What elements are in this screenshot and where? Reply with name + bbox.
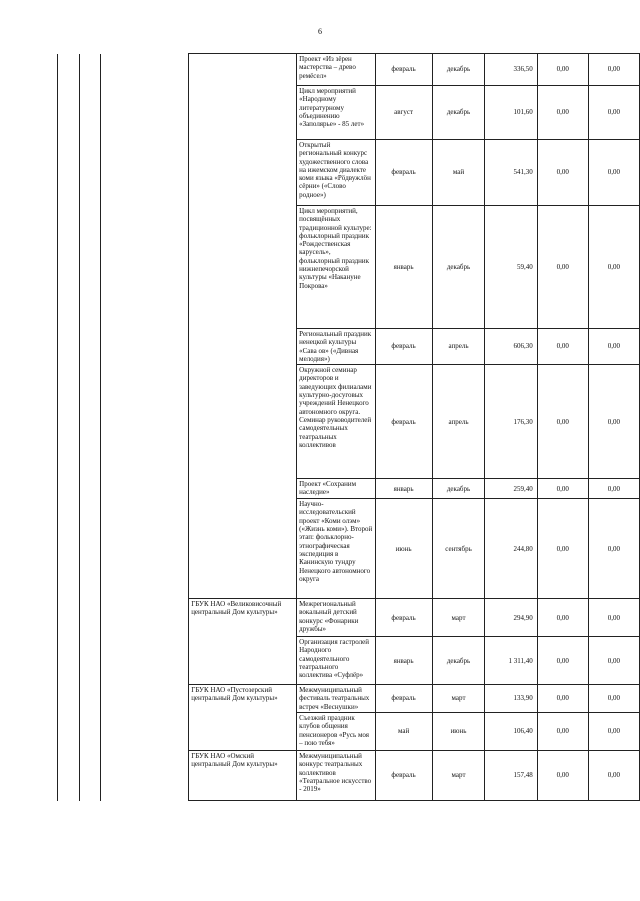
- organization-cell: ГБУК НАО «Великовисочный центральный Дом культуры»: [189, 599, 297, 685]
- start-month-cell: январь: [375, 637, 432, 685]
- organization-cell: ГБУК НАО «Пустозерский центральный Дом культуры»: [189, 685, 297, 751]
- start-month-cell: июнь: [375, 499, 432, 599]
- event-cell: Цикл мероприятий, посвящённых традиционной культуре: фольклорный праздник «Рождественская карусель», фольклорный праздник нижнепечорской культуры «Накануне Покрова»: [297, 206, 375, 329]
- amount-cell: 0,00: [588, 54, 639, 86]
- amount-cell: 336,50: [485, 54, 537, 86]
- amount-cell: 157,48: [485, 751, 537, 801]
- amount-cell: 0,00: [588, 206, 639, 329]
- event-cell: Межмуниципальный фестиваль театральных встреч «Веснушки»: [297, 685, 375, 713]
- amount-cell: 0,00: [588, 637, 639, 685]
- end-month-cell: декабрь: [432, 206, 485, 329]
- start-month-cell: январь: [375, 479, 432, 499]
- amount-cell: 133,90: [485, 685, 537, 713]
- start-month-cell: февраль: [375, 54, 432, 86]
- amount-cell: 541,30: [485, 140, 537, 206]
- amount-cell: 0,00: [537, 751, 588, 801]
- amount-cell: 0,00: [588, 329, 639, 365]
- end-month-cell: март: [432, 599, 485, 637]
- amount-cell: 1 311,40: [485, 637, 537, 685]
- event-cell: Межрегиональный вокальный детский конкурс «Фонарики дружбы»: [297, 599, 375, 637]
- table-row: [58, 54, 640, 86]
- amount-cell: 0,00: [537, 479, 588, 499]
- end-month-cell: апрель: [432, 365, 485, 479]
- event-cell: Проект «Сохраним наследие»: [297, 479, 375, 499]
- end-month-cell: апрель: [432, 329, 485, 365]
- event-cell: Цикл мероприятий «Народному литературному объединению «Заполярье» - 85 лет»: [297, 86, 375, 140]
- event-cell: Открытый региональный конкурс художественного слова на ижемском диалекте коми языка «Рӧдвужлӧн сёрни» («Слово родное»): [297, 140, 375, 206]
- event-cell: Окружной семинар директоров и заведующих филиалами культурно-досуговых учреждений Ненецкого автономного округа. Семинар руководителей самодеятельных театральных коллективов: [297, 365, 375, 479]
- organization-cell: [189, 54, 297, 599]
- amount-cell: 0,00: [537, 713, 588, 751]
- empty-cell: [58, 54, 80, 801]
- amount-cell: 0,00: [588, 599, 639, 637]
- amount-cell: 106,40: [485, 713, 537, 751]
- end-month-cell: март: [432, 685, 485, 713]
- amount-cell: 244,80: [485, 499, 537, 599]
- end-month-cell: сентябрь: [432, 499, 485, 599]
- event-cell: Региональный праздник ненецкой культуры «Сава ов» («Дивная мелодия»): [297, 329, 375, 365]
- amount-cell: 0,00: [588, 140, 639, 206]
- end-month-cell: декабрь: [432, 86, 485, 140]
- end-month-cell: декабрь: [432, 637, 485, 685]
- amount-cell: 0,00: [537, 54, 588, 86]
- event-cell: Межмуниципальный конкурс театральных коллективов «Театральное искусство - 2019»: [297, 751, 375, 801]
- start-month-cell: февраль: [375, 599, 432, 637]
- end-month-cell: май: [432, 140, 485, 206]
- empty-cell: [101, 54, 189, 801]
- amount-cell: 0,00: [537, 637, 588, 685]
- amount-cell: 101,60: [485, 86, 537, 140]
- amount-cell: 0,00: [537, 499, 588, 599]
- amount-cell: 0,00: [588, 479, 639, 499]
- amount-cell: 0,00: [588, 685, 639, 713]
- event-cell: Проект «Из зёрен мастерства – древо ремёсел»: [297, 54, 375, 86]
- start-month-cell: август: [375, 86, 432, 140]
- start-month-cell: февраль: [375, 365, 432, 479]
- amount-cell: 176,30: [485, 365, 537, 479]
- amount-cell: 294,90: [485, 599, 537, 637]
- event-cell: Научно-исследовательский проект «Коми олэм» («Жизнь коми»). Второй этап: фольклорно-этнографическая экспедиция в Канинскую тундру Ненецкого автономного округа: [297, 499, 375, 599]
- start-month-cell: февраль: [375, 685, 432, 713]
- organization-cell: ГБУК НАО «Омский центральный Дом культуры»: [189, 751, 297, 801]
- start-month-cell: май: [375, 713, 432, 751]
- amount-cell: 0,00: [588, 713, 639, 751]
- amount-cell: 0,00: [537, 329, 588, 365]
- amount-cell: 0,00: [537, 599, 588, 637]
- amount-cell: 0,00: [537, 140, 588, 206]
- budget-table: [57, 53, 640, 801]
- start-month-cell: январь: [375, 206, 432, 329]
- page-number: 6: [318, 27, 322, 36]
- start-month-cell: февраль: [375, 140, 432, 206]
- amount-cell: 0,00: [537, 206, 588, 329]
- amount-cell: 0,00: [537, 365, 588, 479]
- empty-cell: [79, 54, 101, 801]
- amount-cell: 606,30: [485, 329, 537, 365]
- start-month-cell: февраль: [375, 751, 432, 801]
- amount-cell: 0,00: [588, 499, 639, 599]
- end-month-cell: декабрь: [432, 54, 485, 86]
- start-month-cell: февраль: [375, 329, 432, 365]
- event-cell: Съезжий праздник клубов общения пенсионеров «Русь моя – пою тебя»: [297, 713, 375, 751]
- amount-cell: 0,00: [588, 365, 639, 479]
- amount-cell: 0,00: [537, 685, 588, 713]
- amount-cell: 0,00: [588, 86, 639, 140]
- amount-cell: 59,40: [485, 206, 537, 329]
- amount-cell: 0,00: [537, 86, 588, 140]
- end-month-cell: март: [432, 751, 485, 801]
- end-month-cell: июнь: [432, 713, 485, 751]
- amount-cell: 259,40: [485, 479, 537, 499]
- end-month-cell: декабрь: [432, 479, 485, 499]
- amount-cell: 0,00: [588, 751, 639, 801]
- event-cell: Организация гастролей Народного самодеятельного театрального коллектива «Суфлёр»: [297, 637, 375, 685]
